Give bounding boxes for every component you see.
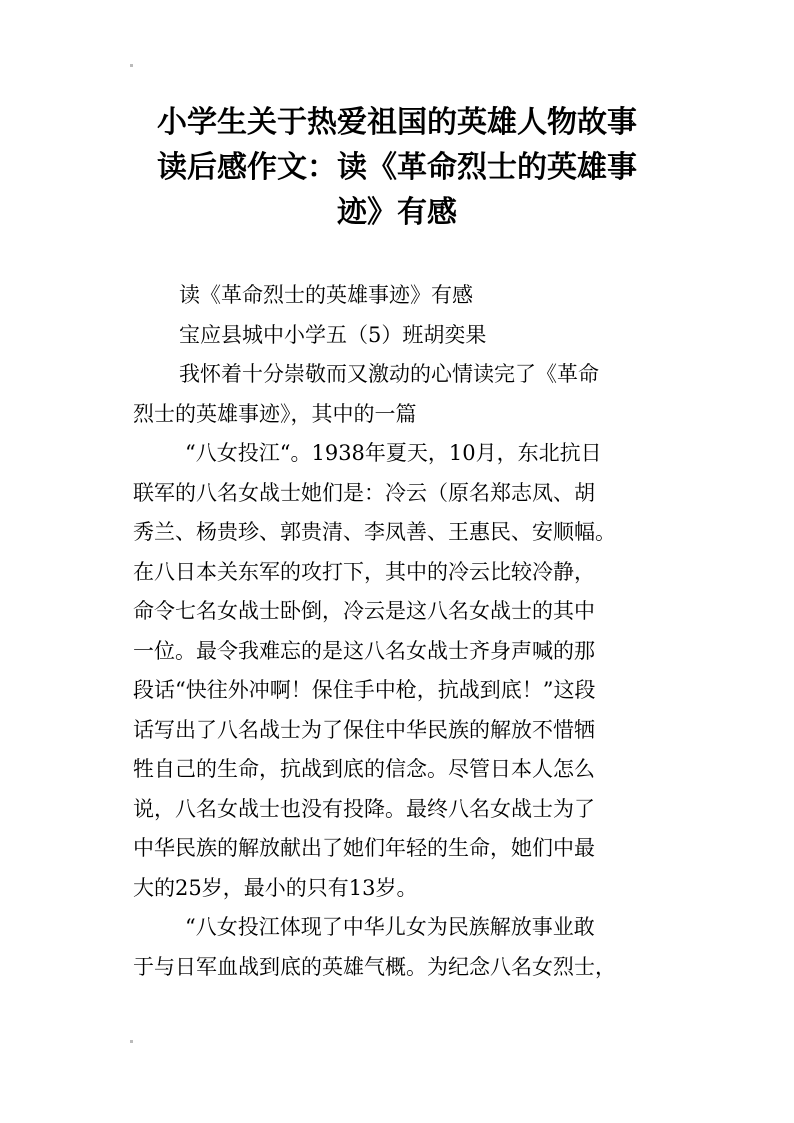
paragraph-line: 在八日本关东军的攻打下，其中的冷云比较冷静， — [133, 559, 595, 584]
title-line: 迹》有感 — [337, 195, 457, 230]
paragraph-line: 说，八名女战士也没有投降。最终八名女战士为了 — [133, 796, 595, 821]
paragraph-line: 于与日军血战到底的英雄气概。为纪念八名女烈士， — [133, 954, 616, 979]
paragraph-line: 烈士的英雄事迹》，其中的一篇 — [133, 401, 417, 426]
paragraph-line: 我怀着十分崇敬而又激动的心情读完了《革命 — [179, 362, 599, 386]
title-line: 小学生关于热爱祖国的英雄人物故事 — [157, 105, 637, 140]
paragraph-line: “八女投江“。1938年夏天，10月，东北抗日 — [185, 441, 602, 465]
corner-mark-bottom — [130, 1040, 133, 1043]
document-body — [133, 276, 663, 987]
paragraph-line: 命令七名女战士卧倒，冷云是这八名女战士的其中 — [133, 599, 595, 623]
document-title — [120, 100, 674, 235]
corner-mark-top — [130, 64, 133, 67]
paragraph-line: 大的25岁，最小的只有13岁。 — [133, 875, 418, 900]
paragraph-line: 段话“快往外冲啊！保住手中枪，抗战到底！”这段 — [133, 678, 596, 702]
title-line: 读后感作文：读《革命烈士的英雄事 — [157, 150, 637, 185]
paragraph-line: 话写出了八名战士为了保住中华民族的解放不惜牺 — [133, 717, 595, 742]
paragraph-line: “八女投江体现了中华儿女为民族解放事业敢 — [185, 915, 595, 939]
paragraph-line: 中华民族的解放献出了她们年轻的生命，她们中最 — [133, 836, 595, 860]
author-line: 宝应县城中小学五（5）班胡奕果 — [179, 322, 487, 347]
paragraph-line: 一位。最令我难忘的是这八名女战士齐身声喊的那 — [133, 638, 595, 663]
paragraph-line: 秀兰、杨贵珍、郭贵清、李凤善、王惠民、安顺幅。 — [133, 520, 616, 544]
paragraph-line: 联军的八名女战士她们是：冷云（原名郑志凤、胡 — [133, 480, 595, 505]
paragraph-line: 牲自己的生命，抗战到底的信念。尽管日本人怎么 — [133, 757, 595, 781]
subtitle-line: 读《革命烈士的英雄事迹》有感 — [179, 283, 473, 307]
